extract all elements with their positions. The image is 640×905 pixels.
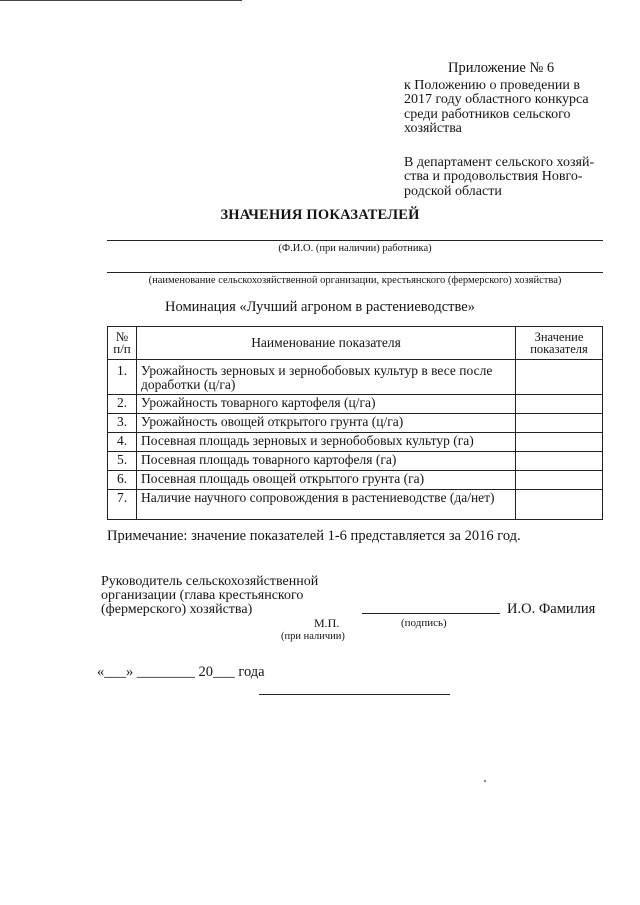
header-indicator-value: Значение показателя	[516, 327, 603, 360]
organization-caption: (наименование сельскохозяйственной организации, крестьянского (фермерского) хозяйства)	[148, 275, 562, 286]
row-number: 5.	[108, 452, 137, 471]
table-row	[108, 433, 603, 452]
indicator-value-cell[interactable]	[516, 360, 603, 395]
date-field[interactable]: «___» ________ 20___ года	[97, 664, 265, 680]
annex-line: 2017 году областного конкурса	[404, 92, 589, 108]
organization-fill-line[interactable]	[107, 272, 603, 273]
appendix-number: Приложение № 6	[448, 60, 555, 76]
row-number: 2.	[108, 395, 137, 414]
top-rule	[0, 0, 242, 1]
indicator-name: Посевная площадь овощей открытого грунта (га)	[137, 471, 516, 490]
stamp-note: (при наличии)	[281, 631, 345, 642]
annex-line: среди работников сельского	[404, 106, 571, 122]
table-row	[108, 452, 603, 471]
indicator-name: Посевная площадь зерновых и зернобобовых культур (га)	[137, 433, 516, 452]
indicators-table	[107, 326, 603, 520]
addressee-line: родской области	[404, 183, 502, 199]
addressee-line: ства и продовольствия Новго-	[404, 169, 583, 185]
scan-speck	[484, 780, 486, 782]
row-number: 3.	[108, 414, 137, 433]
table-row	[108, 395, 603, 414]
table-header-row	[108, 327, 603, 360]
stamp-place-label: М.П.	[314, 616, 340, 630]
document-title: ЗНАЧЕНИЯ ПОКАЗАТЕЛЕЙ	[220, 207, 420, 223]
indicator-value-cell[interactable]	[516, 452, 603, 471]
signature-fill-line[interactable]	[362, 613, 500, 614]
head-title-line: (фермерского) хозяйства)	[101, 602, 253, 617]
signature-caption: (подпись)	[401, 617, 447, 629]
head-title	[101, 575, 351, 617]
row-number: 4.	[108, 433, 137, 452]
indicator-name: Наличие научного сопровождения в растениеводстве (да/нет)	[137, 490, 516, 520]
note: Примечание: значение показателей 1-6 представляется за 2016 год.	[107, 528, 521, 544]
row-number: 6.	[108, 471, 137, 490]
nomination-title: Номинация «Лучший агроном в растениеводстве»	[165, 299, 475, 315]
indicator-value-cell[interactable]	[516, 471, 603, 490]
signer-name: И.О. Фамилия	[507, 601, 596, 617]
row-number: 1.	[108, 360, 137, 395]
bottom-fill-line[interactable]	[259, 694, 450, 695]
row-number: 7.	[108, 490, 137, 520]
table-row	[108, 414, 603, 433]
indicator-value-cell[interactable]	[516, 414, 603, 433]
indicator-name: Урожайность зерновых и зернобобовых культур в весе после доработки (ц/га)	[137, 360, 516, 395]
indicator-name: Урожайность товарного картофеля (ц/га)	[137, 395, 516, 414]
annex-line: к Положению о проведении в	[404, 78, 580, 93]
addressee	[404, 156, 619, 199]
indicator-name: Посевная площадь товарного картофеля (га)	[137, 452, 516, 471]
fio-caption: (Ф.И.О. (при наличии) работника)	[278, 243, 432, 254]
header-number: № п/п	[108, 327, 137, 360]
indicator-name: Урожайность овощей открытого грунта (ц/га)	[137, 414, 516, 433]
table-row	[108, 490, 603, 520]
table-row	[108, 471, 603, 490]
indicator-value-cell[interactable]	[516, 490, 603, 520]
header-indicator-name: Наименование показателя	[137, 327, 516, 360]
head-title-line: организации (глава крестьянского	[101, 588, 304, 603]
indicator-value-cell[interactable]	[516, 395, 603, 414]
table-row	[108, 360, 603, 395]
fio-fill-line[interactable]	[107, 240, 603, 241]
annex-reference	[404, 79, 619, 136]
annex-line: хозяйства	[404, 120, 462, 136]
addressee-line: В департамент сельского хозяй-	[404, 155, 595, 170]
indicator-value-cell[interactable]	[516, 433, 603, 452]
head-title-line: Руководитель сельскохозяйственной	[101, 574, 319, 589]
